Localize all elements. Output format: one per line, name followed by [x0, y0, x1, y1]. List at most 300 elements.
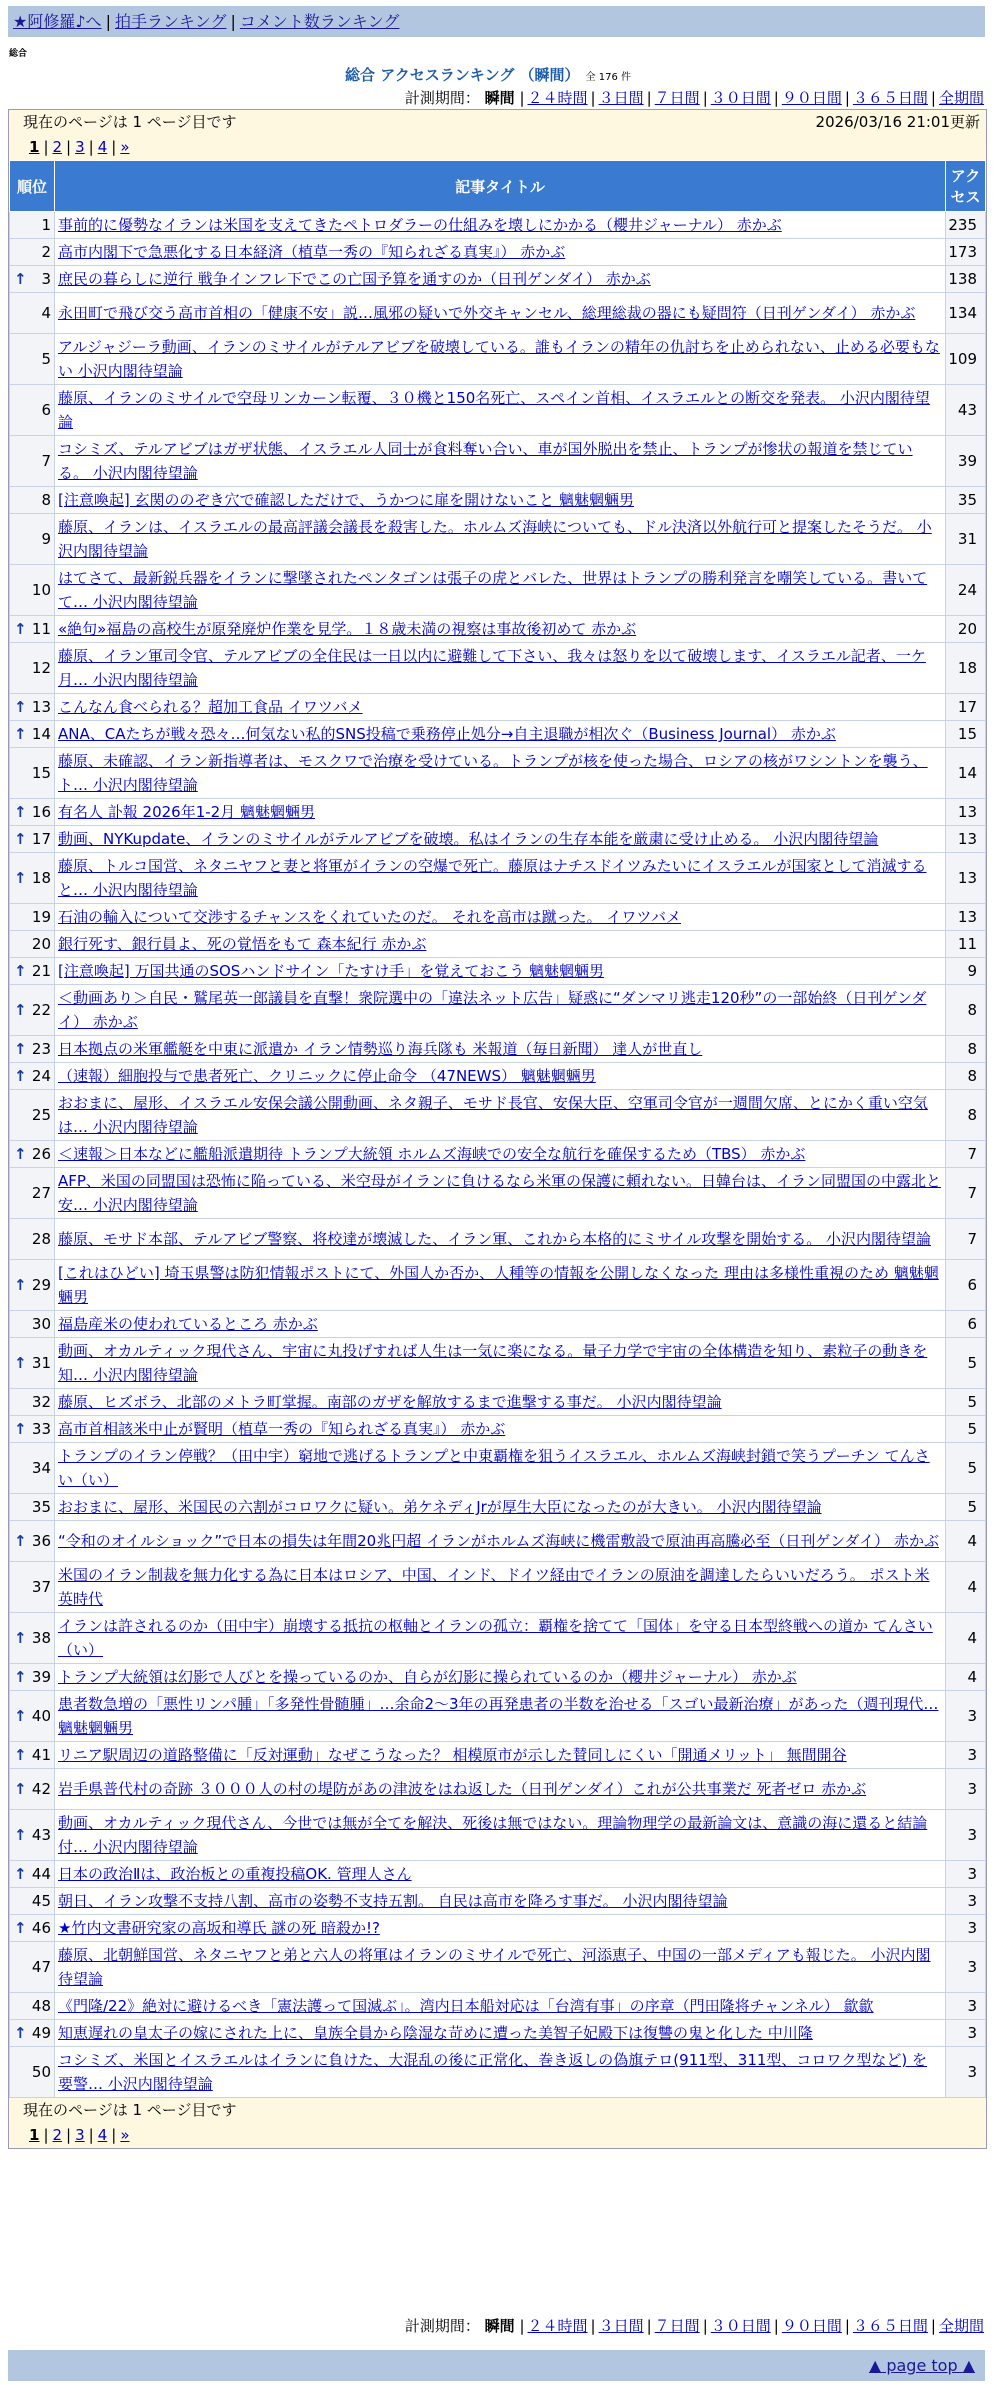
- period-option-link[interactable]: ７日間: [654, 89, 700, 107]
- rank-number: 34: [31, 1459, 51, 1477]
- period-options-bottom: [519, 2317, 987, 2335]
- title-cell: [55, 1769, 946, 1810]
- table-row: [10, 1141, 986, 1168]
- page-title-text: 総合 アクセスランキング （瞬間）: [345, 66, 580, 84]
- title-cell: [55, 985, 946, 1036]
- article-link[interactable]: 動画、NYKupdate、イランのミサイルがテルアビブを破壊。私はイランの生存本能を厳粛に受け止める。 小沢内閣待望論: [58, 830, 879, 848]
- up-arrow-icon: ↑: [14, 1668, 27, 1686]
- nav-comment-ranking-link[interactable]: コメント数ランキング: [239, 12, 400, 31]
- access-count: 9: [946, 958, 986, 985]
- rank-cell: [10, 721, 55, 748]
- article-link[interactable]: [注意喚起] 玄関ののぞき穴で確認しただけで、うかつに扉を開けないこと 魑魅魍魎男: [58, 491, 634, 509]
- access-count: 3: [946, 1861, 986, 1888]
- access-count: 35: [946, 487, 986, 514]
- rank-number: 33: [31, 1420, 51, 1438]
- pager-links-bottom: [39, 2126, 129, 2144]
- up-arrow-icon: ↑: [14, 725, 27, 743]
- access-count: 13: [946, 826, 986, 853]
- rank-number: 50: [31, 2063, 51, 2081]
- title-cell: [55, 239, 946, 266]
- article-link[interactable]: 藤原、モサド本部、テルアビブ警察、将校達が壊滅した、イラン軍、これから本格的にミサイル攻撃を開始する。 小沢内閣待望論: [58, 1230, 931, 1248]
- access-count: 8: [946, 985, 986, 1036]
- table-row: [10, 1993, 986, 2020]
- article-link[interactable]: 有名人 訃報 2026年1-2月 魑魅魍魎男: [58, 803, 315, 821]
- table-row: [10, 1090, 986, 1141]
- rank-number: 12: [31, 659, 51, 677]
- period-separator: |: [702, 2317, 708, 2335]
- title-cell: [55, 748, 946, 799]
- period-separator: |: [590, 2317, 596, 2335]
- title-cell: [55, 721, 946, 748]
- article-link[interactable]: 動画、オカルティック現代さん、今世では無が全てを解決、死後は無ではない。理論物理学の最新論文は、意識の海に還ると結論付… 小沢内閣待望論: [58, 1814, 928, 1856]
- rank-cell: [10, 2020, 55, 2047]
- rank-cell: [10, 799, 55, 826]
- pager-separator: |: [66, 2126, 72, 2144]
- access-count: 173: [946, 239, 986, 266]
- article-link[interactable]: 朝日、イラン攻撃不支持八割、高市の姿勢不支持五割。 自民は高市を降ろす事だ。 小沢内閣待望論: [58, 1892, 728, 1910]
- title-cell: [55, 1691, 946, 1742]
- rank-number: 26: [31, 1145, 51, 1163]
- up-arrow-icon: ↑: [14, 620, 27, 638]
- access-count: 15: [946, 721, 986, 748]
- period-option-link[interactable]: ３０日間: [710, 2317, 771, 2335]
- table-row: [10, 1036, 986, 1063]
- rank-cell: [10, 1664, 55, 1691]
- article-link[interactable]: 日本拠点の米軍艦艇を中東に派遣か イラン情勢巡り海兵隊も 米報道（毎日新聞） 達人が世直し: [58, 1040, 703, 1058]
- period-separator: |: [702, 89, 708, 107]
- title-cell: [55, 565, 946, 616]
- article-link[interactable]: 知恵遅れの皇太子の嫁にされた上に、皇族全員から陰湿な苛めに遭った美智子妃殿下は復讐の鬼と化した 中川隆: [58, 2024, 813, 2042]
- rank-cell: [10, 931, 55, 958]
- article-link[interactable]: はてさて、最新鋭兵器をイランに撃墜されたペンタゴンは張子の虎とバレた、世界はトランプの勝利発言を嘲笑している。書いてて… 小沢内閣待望論: [58, 569, 928, 611]
- table-row: [10, 334, 986, 385]
- ranking-table: [9, 160, 986, 2098]
- period-option-link[interactable]: ９０日間: [781, 89, 842, 107]
- period-separator: |: [773, 89, 779, 107]
- period-option-link[interactable]: ３６５日間: [852, 2317, 928, 2335]
- current-page-text-bottom: 現在のページは 1 ページ目です: [23, 2101, 237, 2119]
- article-link[interactable]: ANA、CAたちが戦々恐々…何気ない私的SNS投稿で乗務停止処分→自主退職が相次ぐ（Business Journal） 赤かぶ: [58, 725, 836, 743]
- rank-cell: [10, 293, 55, 334]
- table-row: [10, 1311, 986, 1338]
- page-title: [345, 64, 631, 85]
- access-count: 3: [946, 1769, 986, 1810]
- access-count: 5: [946, 1416, 986, 1443]
- rank-cell: [10, 958, 55, 985]
- period-selector-bottom: [405, 2315, 987, 2336]
- header-rank: 順位: [10, 161, 55, 212]
- rank-number: 49: [31, 2024, 51, 2042]
- table-row: [10, 1664, 986, 1691]
- table-row: [10, 1691, 986, 1742]
- article-link[interactable]: 岩手県普代村の奇跡 ３０００人の村の堤防があの津波をはね返した（日刊ゲンダイ）これが公共事業だ 死者ゼロ 赤かぶ: [58, 1780, 867, 1798]
- article-link[interactable]: ＜速報＞日本などに艦船派遣期待 トランプ大統領 ホルムズ海峡での安全な航行を確保するため（TBS） 赤かぶ: [58, 1145, 806, 1163]
- rank-cell: [10, 565, 55, 616]
- period-option-link[interactable]: ３６５日間: [852, 89, 928, 107]
- rank-cell: [10, 694, 55, 721]
- table-row: [10, 1742, 986, 1769]
- pager-page-link[interactable]: 3: [75, 138, 85, 156]
- table-row: [10, 1613, 986, 1664]
- period-options: [519, 89, 987, 107]
- rank-number: 14: [31, 725, 51, 743]
- access-count: 4: [946, 1521, 986, 1562]
- article-link[interactable]: 藤原、イランのミサイルで空母リンカーン転覆、３０機と150名死亡、スペイン首相、イスラエルとの断交を発表。 小沢内閣待望論: [58, 389, 930, 431]
- table-row: [10, 487, 986, 514]
- current-page-text: 現在のページは 1 ページ目です: [23, 113, 237, 131]
- article-link[interactable]: [これはひどい] 埼玉県警は防犯情報ポストにて、外国人か否か、人種等の情報を公開しなくなった 理由は多様性重視のため 魑魅魍魎男: [58, 1264, 939, 1306]
- pager-separator: |: [111, 138, 117, 156]
- rank-number: 42: [31, 1780, 51, 1798]
- rank-cell: [10, 748, 55, 799]
- access-count: 4: [946, 1613, 986, 1664]
- title-cell: [55, 1942, 946, 1993]
- nav-clap-ranking-link[interactable]: 拍手ランキング: [114, 12, 227, 31]
- rank-cell: [10, 904, 55, 931]
- article-link[interactable]: 高市内閣下で急悪化する日本経済（植草一秀の『知られざる真実』） 赤かぶ: [58, 243, 566, 261]
- period-selector-top: [405, 87, 987, 108]
- rank-number: 38: [31, 1629, 51, 1647]
- period-separator: |: [844, 89, 850, 107]
- table-row: [10, 985, 986, 1036]
- pager-next-link[interactable]: »: [120, 138, 130, 156]
- rank-number: 19: [31, 908, 51, 926]
- pager-bottom: [9, 2123, 986, 2148]
- rank-number: 24: [31, 1067, 51, 1085]
- table-row: [10, 436, 986, 487]
- pager-next-link[interactable]: »: [120, 2126, 130, 2144]
- period-option-link[interactable]: ３０日間: [710, 89, 771, 107]
- table-row: [10, 1168, 986, 1219]
- table-row: [10, 616, 986, 643]
- pager-current: 1: [29, 138, 40, 156]
- access-count: 109: [946, 334, 986, 385]
- rank-cell: [10, 1260, 55, 1311]
- title-cell: [55, 904, 946, 931]
- table-row: [10, 826, 986, 853]
- access-count: 8: [946, 1063, 986, 1090]
- access-count: 3: [946, 1915, 986, 1942]
- rank-cell: [10, 853, 55, 904]
- article-link[interactable]: 動画、オカルティック現代さん、宇宙に丸投げすれば人生は一気に楽になる。量子力学で宇宙の全体構造を知り、素粒子の動きを知… 小沢内閣待望論: [58, 1342, 928, 1384]
- rank-cell: [10, 1613, 55, 1664]
- pager-page-link[interactable]: 3: [75, 2126, 85, 2144]
- article-link[interactable]: コシミズ、テルアビブはガザ状態、イスラエル人同士が食料奪い合い、車が国外脱出を禁止、トランプが惨状の報道を禁じている。 小沢内閣待望論: [58, 440, 913, 482]
- table-row: [10, 1219, 986, 1260]
- access-count: 5: [946, 1389, 986, 1416]
- article-link[interactable]: コシミズ、米国とイスラエルはイランに負けた、大混乱の後に正常化、巻き返しの偽旗テロ(911型、311型、コロワク型など) を要警… 小沢内閣待望論: [58, 2051, 928, 2093]
- rank-cell: [10, 1691, 55, 1742]
- article-link[interactable]: «絶句»福島の高校生が原発廃炉作業を見学。１８歳未満の視察は事故後初めて 赤かぶ: [58, 620, 637, 638]
- access-count: 18: [946, 643, 986, 694]
- rank-number: 30: [31, 1315, 51, 1333]
- table-row: [10, 239, 986, 266]
- access-count: 4: [946, 1664, 986, 1691]
- pager-page-link[interactable]: 4: [97, 138, 108, 156]
- table-row: [10, 1389, 986, 1416]
- up-arrow-icon: ↑: [14, 1707, 27, 1725]
- rank-cell: [10, 1090, 55, 1141]
- access-count: 8: [946, 1036, 986, 1063]
- period-option-link[interactable]: 全期間: [938, 2317, 984, 2335]
- up-arrow-icon: ↑: [14, 1276, 27, 1294]
- access-count: 5: [946, 1494, 986, 1521]
- access-count: 3: [946, 1742, 986, 1769]
- article-link[interactable]: [注意喚起] 万国共通のSOSハンドサイン「たすけ手」を覚えておこう 魑魅魍魎男: [58, 962, 605, 980]
- article-link[interactable]: トランプ大統領は幻影で人びとを操っているのか、自らが幻影に操られているのか（櫻井ジャーナル） 赤かぶ: [58, 1668, 797, 1686]
- title-cell: [55, 2047, 946, 2098]
- title-cell: [55, 1063, 946, 1090]
- rank-number: 39: [31, 1668, 51, 1686]
- article-link[interactable]: 藤原、未確認、イラン新指導者は、モスクワで治療を受けている。トランプが核を使った場合、ロシアの核がワシントンを襲う、ト… 小沢内閣待望論: [58, 752, 928, 794]
- nav-home-link[interactable]: ★阿修羅♪へ: [13, 12, 102, 31]
- rank-number: 22: [31, 1001, 51, 1019]
- article-link[interactable]: 庶民の暮らしに逆行 戦争インフレ下でこの亡国予算を通すのか（日刊ゲンダイ） 赤かぶ: [58, 270, 651, 288]
- table-row: [10, 1416, 986, 1443]
- table-body: [10, 212, 986, 2098]
- table-row: [10, 1888, 986, 1915]
- title-cell: [55, 1861, 946, 1888]
- pager-top: [9, 135, 986, 160]
- title-cell: [55, 694, 946, 721]
- rank-number: 1: [41, 216, 51, 234]
- table-row: [10, 293, 986, 334]
- rank-number: 40: [31, 1707, 51, 1725]
- rank-number: 23: [31, 1040, 51, 1058]
- pager-separator: |: [66, 138, 72, 156]
- title-cell: [55, 958, 946, 985]
- article-link[interactable]: 福島産米の使われているところ 赤かぶ: [58, 1315, 318, 1333]
- rank-number: 9: [41, 530, 51, 548]
- up-arrow-icon: ↑: [14, 1067, 27, 1085]
- period-option-link[interactable]: ２４時間: [527, 2317, 588, 2335]
- article-link[interactable]: 永田町で飛び交う高市首相の「健康不安」説…風邪の疑いで外交キャンセル、総理総裁の器にも疑問符（日刊ゲンダイ） 赤かぶ: [58, 304, 916, 322]
- article-link[interactable]: おおまに、屋形、イスラエル安保会議公開動画、ネタ親子、モサド長官、安保大臣、空軍司令官が一週間欠席、とにかく重い空気は… 小沢内閣待望論: [58, 1094, 928, 1136]
- period-option-link[interactable]: ９０日間: [781, 2317, 842, 2335]
- rank-number: 41: [31, 1746, 51, 1764]
- rank-number: 3: [41, 270, 51, 288]
- up-arrow-icon: ↑: [14, 2024, 27, 2042]
- rank-cell: [10, 239, 55, 266]
- access-count: 20: [946, 616, 986, 643]
- article-link[interactable]: ★竹内文書研究家の高坂和導氏 謎の死 暗殺か!?: [58, 1919, 380, 1937]
- rank-cell: [10, 1063, 55, 1090]
- article-link[interactable]: こんなん食べられる？超加工食品 イワツバメ: [58, 698, 363, 716]
- period-option-link[interactable]: ７日間: [654, 2317, 700, 2335]
- title-cell: [55, 1168, 946, 1219]
- access-count: 14: [946, 748, 986, 799]
- title-cell: [55, 1036, 946, 1063]
- rank-cell: [10, 1521, 55, 1562]
- period-option-link[interactable]: 全期間: [938, 89, 984, 107]
- title-cell: [55, 1416, 946, 1443]
- rank-number: 20: [31, 935, 51, 953]
- article-link[interactable]: 米国のイラン制裁を無力化する為に日本はロシア、中国、インド、ドイツ経由でイランの原油を調達したらいいだろう。 ポスト米英時代: [58, 1566, 930, 1608]
- header-title: 記事タイトル: [55, 161, 946, 212]
- nav-separator: |: [105, 12, 111, 31]
- period-current-bottom: 瞬間: [484, 2317, 515, 2335]
- bottom-bar: [8, 2350, 985, 2381]
- nav-separator: |: [230, 12, 236, 31]
- rank-number: 28: [31, 1230, 51, 1248]
- total-count: 全 176 件: [585, 72, 631, 83]
- article-link[interactable]: 高市首相該米中止が賢明（植草一秀の『知られざる真実』） 赤かぶ: [58, 1420, 506, 1438]
- category-label: 総合: [9, 49, 28, 59]
- title-cell: [55, 1664, 946, 1691]
- rank-cell: [10, 985, 55, 1036]
- table-row: [10, 385, 986, 436]
- rank-number: 27: [31, 1184, 51, 1202]
- rank-number: 37: [31, 1578, 51, 1596]
- table-row: [10, 694, 986, 721]
- rank-cell: [10, 1311, 55, 1338]
- title-cell: [55, 931, 946, 958]
- title-cell: [55, 1915, 946, 1942]
- title-cell: [55, 1219, 946, 1260]
- rank-number: 31: [31, 1354, 51, 1372]
- title-cell: [55, 212, 946, 239]
- table-row: [10, 266, 986, 293]
- period-separator: |: [773, 2317, 779, 2335]
- article-link[interactable]: 事前的に優勢なイランは米国を支えてきたペトロダラーの仕組みを壊しにかかる（櫻井ジャーナル） 赤かぶ: [58, 216, 782, 234]
- pager-page-link[interactable]: 2: [52, 2126, 63, 2144]
- up-arrow-icon: ↑: [14, 1629, 27, 1647]
- table-row: [10, 958, 986, 985]
- article-link[interactable]: 藤原、イラン軍司令官、テルアビブの全住民は一日以内に避難して下さい、我々は怒りを以て破壊します、イスラエル記者、一ケ月… 小沢内閣待望論: [58, 647, 926, 689]
- up-arrow-icon: ↑: [14, 698, 27, 716]
- title-cell: [55, 1090, 946, 1141]
- article-link[interactable]: アルジャジーラ動画、イランのミサイルがテルアビブを破壊している。誰もイランの精年の仇討ちを止められない、止める必要もない 小沢内閣待望論: [58, 338, 940, 380]
- article-link[interactable]: （速報）細胞投与で患者死亡、クリニックに停止命令 （47NEWS） 魑魅魍魎男: [58, 1067, 596, 1085]
- article-link[interactable]: 藤原、ヒズボラ、北部のメトラ町掌握。南部のガザを解放するまで進撃する事だ。 小沢内閣待望論: [58, 1393, 722, 1411]
- period-separator: |: [930, 2317, 936, 2335]
- access-count: 13: [946, 904, 986, 931]
- title-cell: [55, 293, 946, 334]
- up-arrow-icon: ↑: [14, 1826, 27, 1844]
- rank-cell: [10, 1942, 55, 1993]
- up-arrow-icon: ↑: [14, 1040, 27, 1058]
- table-row: [10, 1810, 986, 1861]
- pager-page-link[interactable]: 4: [97, 2126, 108, 2144]
- info-row-bottom: [9, 2098, 986, 2123]
- access-count: 6: [946, 1260, 986, 1311]
- pager-separator: |: [43, 138, 49, 156]
- article-link[interactable]: 藤原、トルコ国営、ネタニヤフと妻と将軍がイランの空爆で死亡。藤原はナチスドイツみたいにイスラエルが国家として消滅すると… 小沢内閣待望論: [58, 857, 927, 899]
- access-count: 134: [946, 293, 986, 334]
- period-option-link[interactable]: ３日間: [598, 2317, 644, 2335]
- ranking-panel: [8, 109, 987, 2149]
- article-link[interactable]: 藤原、イランは、イスラエルの最高評議会議長を殺害した。ホルムズ海峡についても、ドル決済以外航行可と提案したそうだ。 小沢内閣待望論: [58, 518, 932, 560]
- access-count: 7: [946, 1141, 986, 1168]
- rank-cell: [10, 1562, 55, 1613]
- period-current: 瞬間: [484, 89, 515, 107]
- rank-number: 48: [31, 1997, 51, 2015]
- article-link[interactable]: 患者数急増の「悪性リンパ腫」「多発性骨髄腫」…余命2～3年の再発患者の半数を治せる「スゴい最新治療」があった（週刊現代… 魑魅魍魎男: [58, 1695, 939, 1737]
- rank-number: 32: [31, 1393, 51, 1411]
- article-link[interactable]: リニア駅周辺の道路整備に「反対運動」なぜこうなった？ 相模原市が示した賛同しにくい「開通メリット」 無間開谷: [58, 1746, 847, 1764]
- rank-cell: [10, 1494, 55, 1521]
- table-row: [10, 748, 986, 799]
- title-cell: [55, 2020, 946, 2047]
- table-row: [10, 1338, 986, 1389]
- rank-number: 25: [31, 1106, 51, 1124]
- rank-number: 18: [31, 869, 51, 887]
- pager-page-link[interactable]: 2: [52, 138, 63, 156]
- page-top-link[interactable]: ▲ page top ▲: [868, 2356, 975, 2375]
- info-row: [9, 110, 986, 135]
- rank-number: 17: [31, 830, 51, 848]
- table-row: [10, 853, 986, 904]
- title-cell: [55, 1494, 946, 1521]
- article-link[interactable]: おおまに、屋形、米国民の六割がコロワクに疑い。弟ケネディJrが厚生大臣になったのが大きい。 小沢内閣待望論: [58, 1498, 822, 1516]
- article-link[interactable]: イランは許されるのか（田中宇）崩壊する抵抗の枢軸とイランの孤立：覇権を捨てて「国体」を守る日本型終戦への道か てんさい（い）: [58, 1617, 933, 1659]
- rank-cell: [10, 1742, 55, 1769]
- access-count: 24: [946, 565, 986, 616]
- rank-cell: [10, 1036, 55, 1063]
- rank-number: 36: [31, 1532, 51, 1550]
- table-row: [10, 1494, 986, 1521]
- access-count: 3: [946, 2047, 986, 2098]
- period-separator: |: [519, 89, 525, 107]
- title-cell: [55, 1888, 946, 1915]
- rank-number: 29: [31, 1276, 51, 1294]
- article-link[interactable]: 日本の政治Ⅱは、政治板との重複投稿OK. 管理人さん: [58, 1865, 412, 1883]
- rank-number: 15: [31, 764, 51, 782]
- up-arrow-icon: ↑: [14, 803, 27, 821]
- period-separator: |: [519, 2317, 525, 2335]
- rank-number: 21: [31, 962, 51, 980]
- up-arrow-icon: ↑: [14, 830, 27, 848]
- article-link[interactable]: トランプのイラン停戦？（田中宇）窮地で逃げるトランプと中東覇権を狙うイスラエル、ホルムズ海峡封鎖で笑うプーチン てんさい（い）: [58, 1447, 930, 1489]
- table-row: [10, 1861, 986, 1888]
- period-option-link[interactable]: ３日間: [598, 89, 644, 107]
- access-count: 235: [946, 212, 986, 239]
- article-link[interactable]: 石油の輸入について交渉するチャンスをくれていたのだ。 それを高市は蹴った。 イワツバメ: [58, 908, 682, 926]
- rank-cell: [10, 487, 55, 514]
- period-label-bottom: 計測期間：: [404, 2317, 480, 2335]
- access-count: 3: [946, 1888, 986, 1915]
- article-link[interactable]: 《門隆/22》絶対に避けるべき「憲法護って国滅ぶ」。湾内日本船対応は「台湾有事」の序章（門田隆将チャンネル） 歙歙: [58, 1997, 874, 2015]
- rank-cell: [10, 266, 55, 293]
- article-link[interactable]: 銀行死す、銀行員よ、死の覚悟をもて 森本紀行 赤かぶ: [58, 935, 427, 953]
- article-link[interactable]: 藤原、北朝鮮国営、ネタニヤフと弟と六人の将軍はイランのミサイルで死亡、河添恵子、中国の一部メディアも報じた。 小沢内閣待望論: [58, 1946, 931, 1988]
- title-cell: [55, 1338, 946, 1389]
- period-separator: |: [844, 2317, 850, 2335]
- title-cell: [55, 1260, 946, 1311]
- period-separator: |: [646, 89, 652, 107]
- rank-cell: [10, 1416, 55, 1443]
- table-row: [10, 2020, 986, 2047]
- table-row: [10, 1562, 986, 1613]
- pager-separator: |: [88, 2126, 94, 2144]
- access-count: 3: [946, 1993, 986, 2020]
- up-arrow-icon: ↑: [14, 869, 27, 887]
- up-arrow-icon: ↑: [14, 1532, 27, 1550]
- period-option-link[interactable]: ２４時間: [527, 89, 588, 107]
- access-count: 138: [946, 266, 986, 293]
- rank-number: 11: [31, 620, 51, 638]
- article-link[interactable]: ＜動画あり＞自民・鷲尾英一郎議員を直撃！衆院選中の「違法ネット広告」疑惑に“ダンマリ逃走120秒”の一部始終（日刊ゲンダイ） 赤かぶ: [58, 989, 927, 1031]
- article-link[interactable]: “令和のオイルショック”で日本の損失は年間20兆円超 イランがホルムズ海峡に機雷敷設で原油再高騰必至（日刊ゲンダイ） 赤かぶ: [58, 1532, 939, 1550]
- top-nav-bar: [8, 6, 985, 37]
- pager-current-bottom: 1: [29, 2126, 40, 2144]
- article-link[interactable]: AFP、米国の同盟国は恐怖に陥っている、米空母がイランに負けるなら米軍の保護に頼れない。日韓台は、イラン同盟国の中露北と安… 小沢内閣待望論: [58, 1172, 941, 1214]
- rank-cell: [10, 1993, 55, 2020]
- rank-number: 35: [31, 1498, 51, 1516]
- up-arrow-icon: ↑: [14, 1354, 27, 1372]
- rank-number: 47: [31, 1958, 51, 1976]
- access-count: 4: [946, 1562, 986, 1613]
